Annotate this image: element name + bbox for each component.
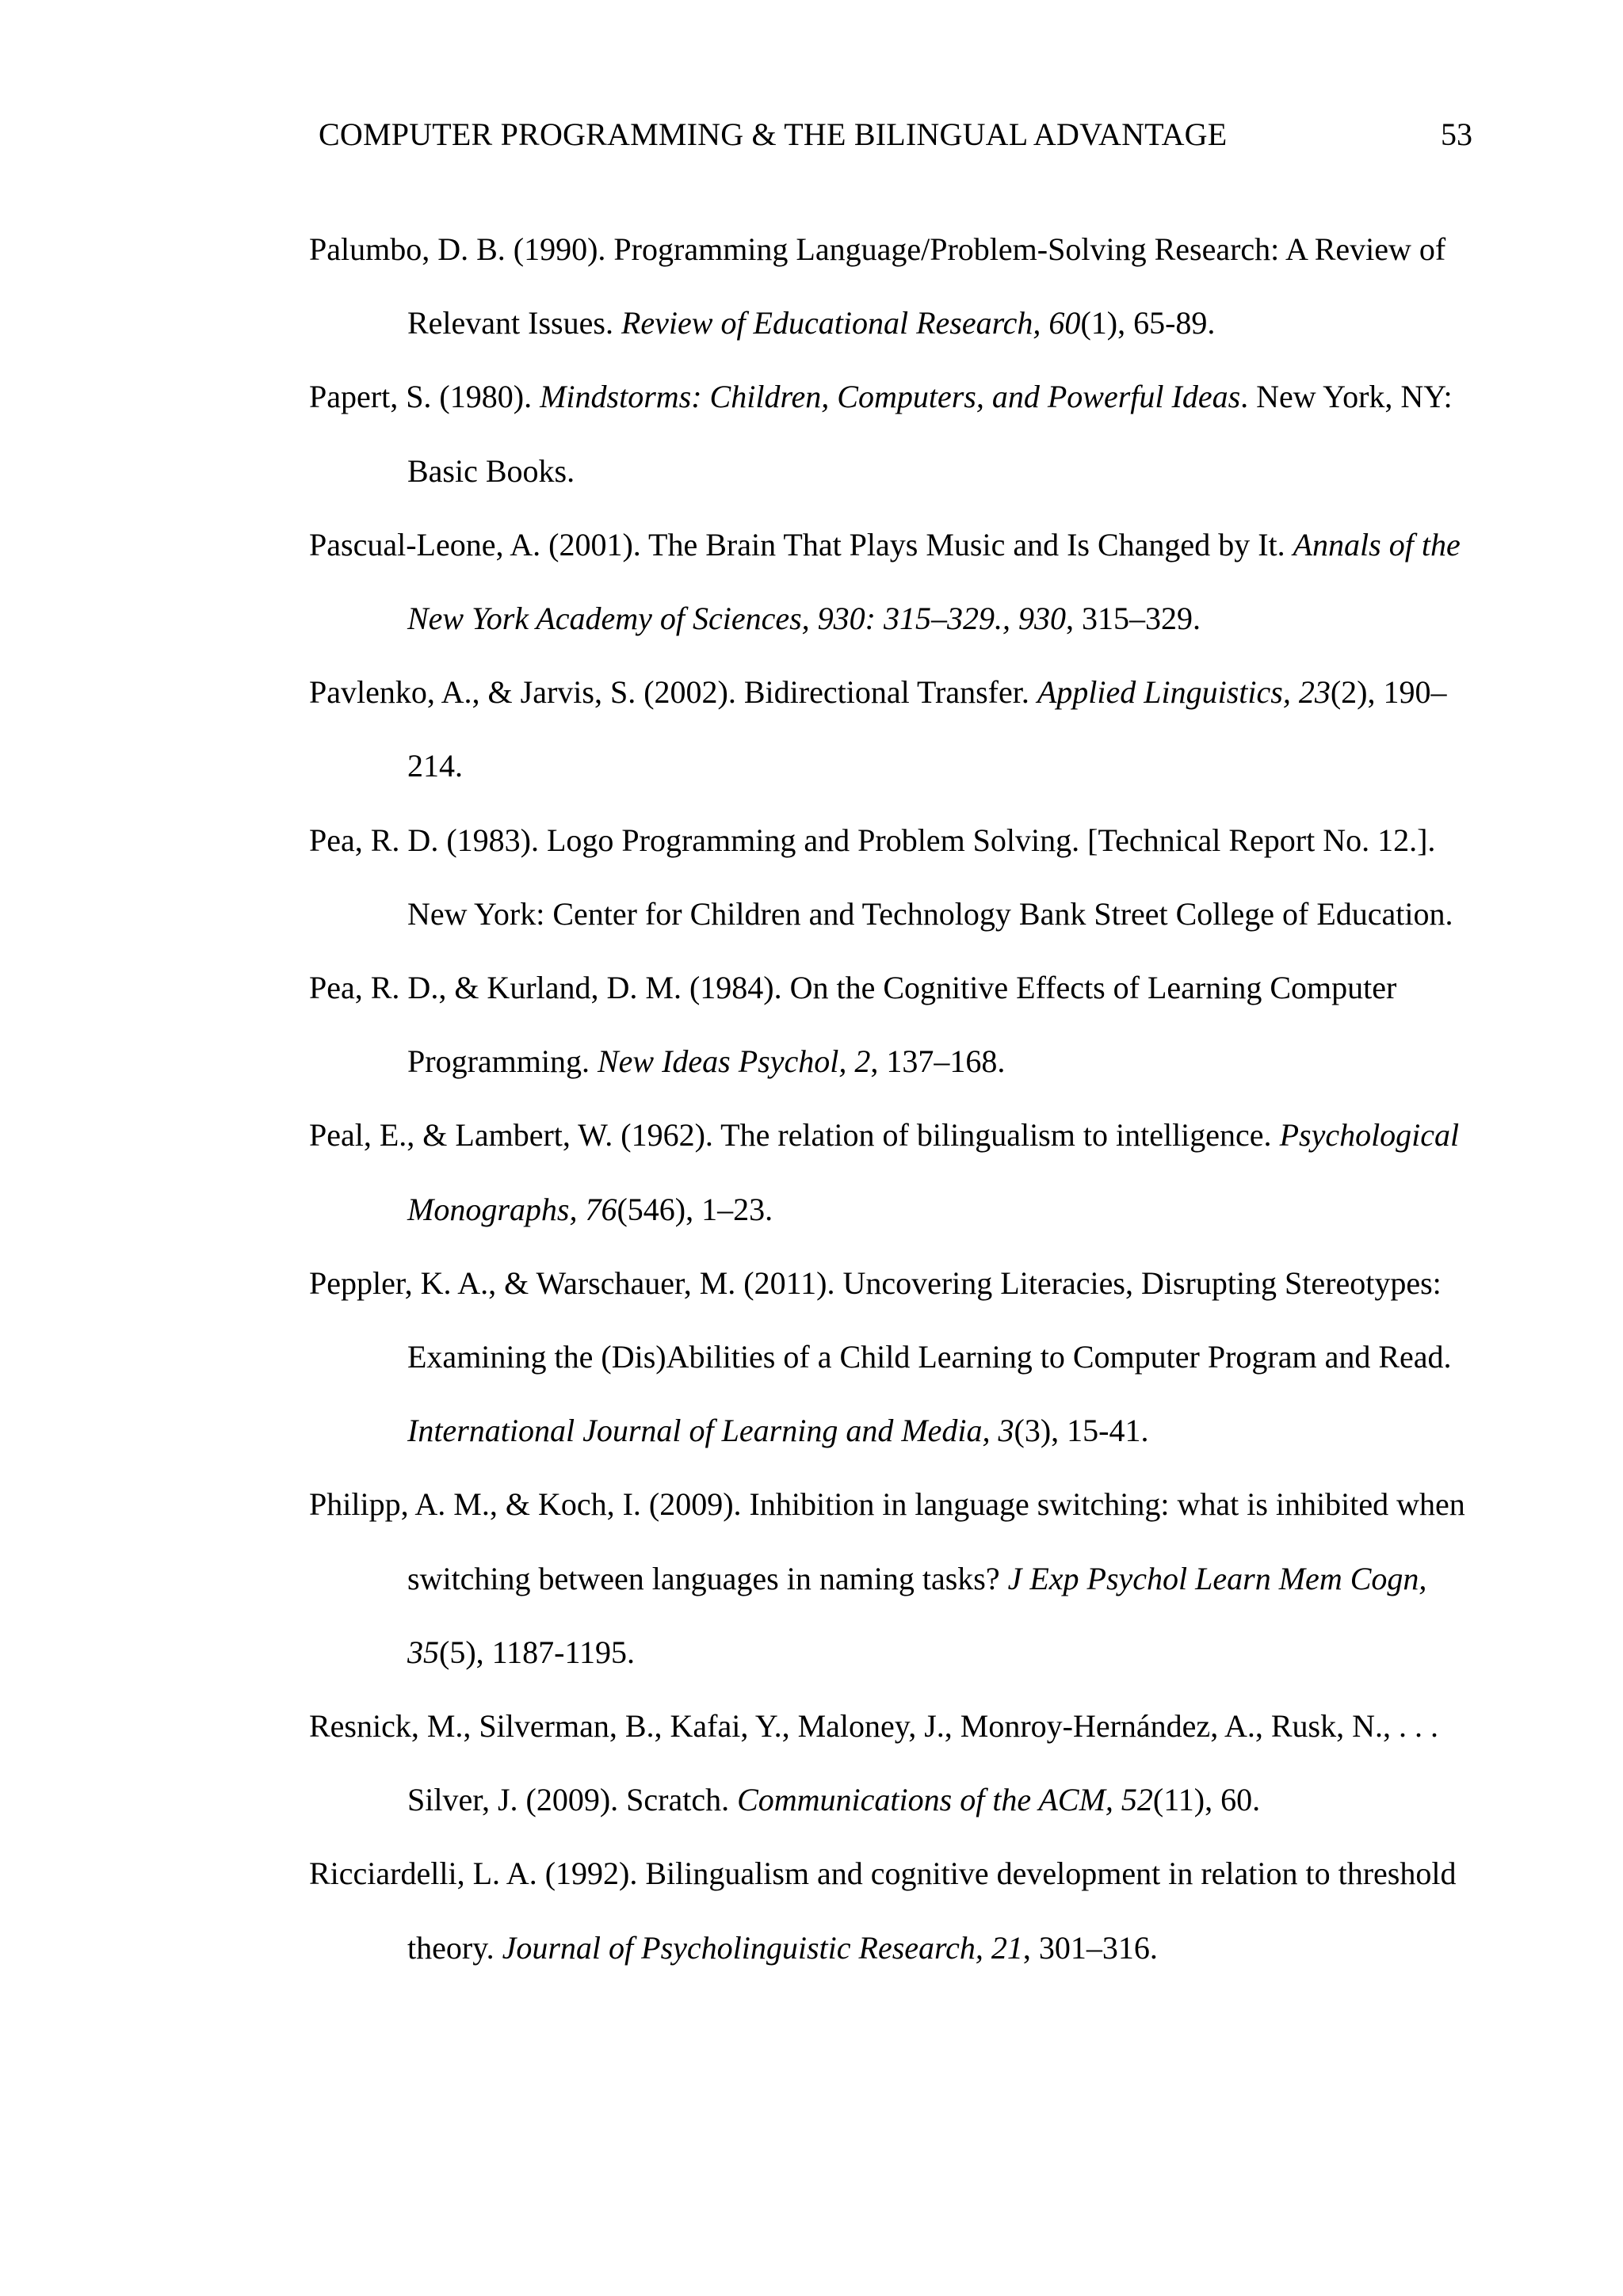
reference-source: Applied Linguistics, 23 <box>1037 674 1331 711</box>
reference-entry <box>309 1246 1474 1468</box>
reference-text: Pea, R. D. (1983). Logo Programming and Problem Solving. [Technical Report No. 12.]. New York: Center for Children and Technology Bank Street College of Education. <box>309 822 1453 932</box>
reference-tail: (5), 1187-1195. <box>439 1634 635 1670</box>
reference-text: Ricciardelli, L. A. (1992). Bilingualism and cognitive development in relation to threshold theory. <box>309 1855 1457 1966</box>
reference-text: Pea, R. D., & Kurland, D. M. (1984). On the Cognitive Effects of Learning Computer Programming. <box>309 970 1397 1080</box>
reference-entry <box>309 360 1474 507</box>
reference-source: Review of Educational Research, 60 <box>621 305 1081 341</box>
reference-tail: , 137–168. <box>870 1043 1006 1080</box>
reference-tail: (2), 190–214. <box>407 674 1447 784</box>
reference-text: Resnick, M., Silverman, B., Kafai, Y., Maloney, J., Monroy-Hernández, A., Rusk, N., . . . Silver, J. (2009). Scratch. <box>309 1708 1438 1818</box>
reference-text: Papert, S. (1980). <box>309 379 540 415</box>
reference-tail: , 315–329. <box>1066 601 1201 637</box>
reference-tail: , 301–316. <box>1022 1929 1158 1966</box>
reference-source: New Ideas Psychol, 2 <box>597 1043 871 1080</box>
reference-entry <box>309 1689 1474 1836</box>
reference-entry <box>309 655 1474 803</box>
reference-entry <box>309 1836 1474 1984</box>
reference-entry <box>309 803 1474 951</box>
reference-text: Philipp, A. M., & Koch, I. (2009). Inhibition in language switching: what is inhibited when switching between languages in naming tasks? <box>309 1486 1465 1596</box>
reference-text: Pavlenko, A., & Jarvis, S. (2002). Bidirectional Transfer. <box>309 674 1037 711</box>
reference-list <box>309 212 1474 1985</box>
reference-entry <box>309 951 1474 1098</box>
page-number: 53 <box>1441 116 1472 152</box>
reference-text: Pascual-Leone, A. (2001). The Brain That Plays Music and Is Changed by It. <box>309 526 1293 563</box>
reference-source: Communications of the ACM, 52 <box>737 1782 1153 1818</box>
reference-source: Mindstorms: Children, Computers, and Powerful Ideas <box>540 379 1241 415</box>
reference-entry <box>309 1098 1474 1245</box>
reference-text: Peal, E., & Lambert, W. (1962). The relation of bilingualism to intelligence. <box>309 1117 1280 1154</box>
reference-source: Journal of Psycholinguistic Research, 21 <box>502 1929 1023 1966</box>
reference-text: Peppler, K. A., & Warschauer, M. (2011). Uncovering Literacies, Disrupting Stereotypes: Examining the (Dis)Abilities of a Child Learning to Computer Program and Read. <box>309 1264 1452 1375</box>
reference-entry <box>309 212 1474 360</box>
reference-entry <box>309 508 1474 655</box>
reference-tail: (1), 65-89. <box>1080 305 1216 341</box>
reference-tail: (11), 60. <box>1152 1782 1261 1818</box>
reference-source: J Exp Psychol Learn Mem Cogn, 35 <box>407 1560 1427 1670</box>
reference-entry <box>309 1467 1474 1689</box>
running-head: COMPUTER PROGRAMMING & THE BILINGUAL ADVANTAGE <box>319 116 1228 152</box>
reference-tail: (3), 15-41. <box>1014 1413 1149 1449</box>
reference-source: Annals of the New York Academy of Sciences, 930: 315–329., 930 <box>407 526 1461 637</box>
reference-tail: . New York, NY: Basic Books. <box>407 379 1453 489</box>
reference-source: Psychological Monographs, 76 <box>407 1117 1460 1227</box>
reference-tail: (546), 1–23. <box>617 1191 773 1227</box>
reference-text: Palumbo, D. B. (1990). Programming Language/Problem-Solving Research: A Review of Relevant Issues. <box>309 231 1446 341</box>
reference-source: International Journal of Learning and Media, 3 <box>407 1413 1014 1449</box>
